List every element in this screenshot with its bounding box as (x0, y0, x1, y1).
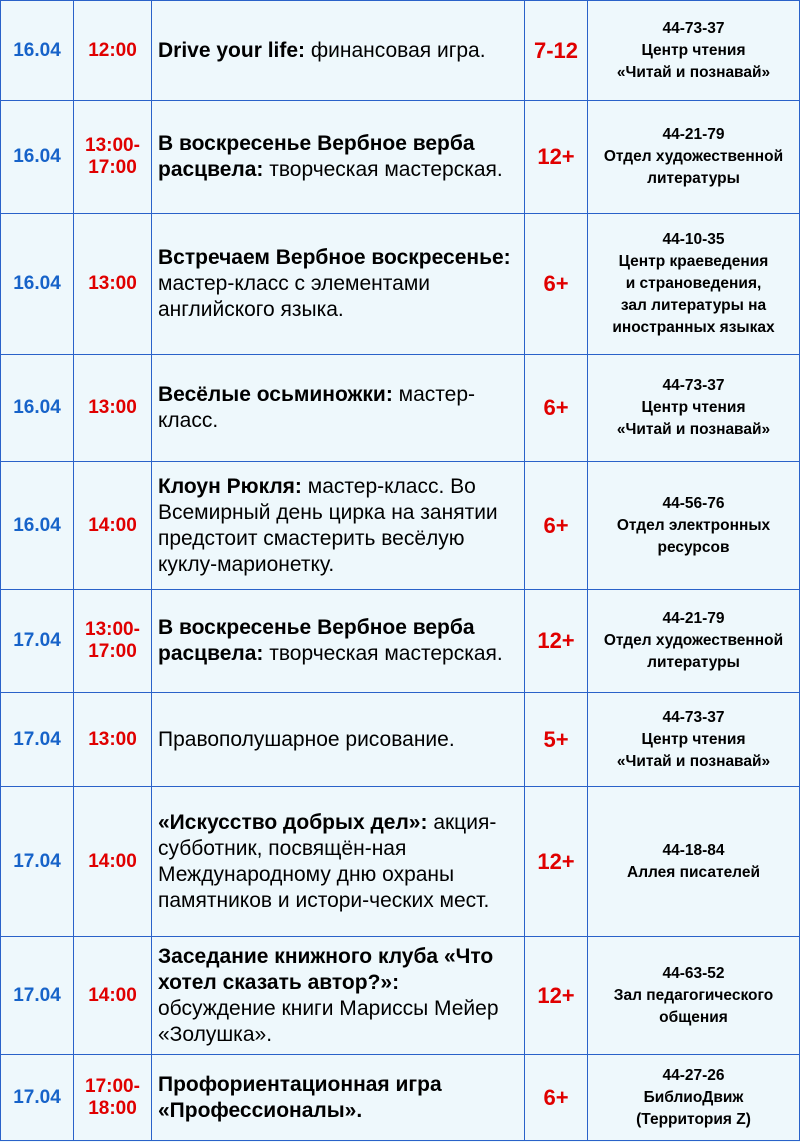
event-location (588, 937, 800, 1055)
event-title-bold: В воскресенье Вербное верба расцвела: (158, 132, 475, 181)
event-time (74, 101, 152, 214)
location-line: Отдел электронных (616, 516, 771, 534)
phone-number: 44-21-79 (662, 610, 725, 627)
event-title-bold: В воскресенье Вербное верба расцвела: (158, 616, 475, 665)
event-location (588, 355, 800, 462)
event-time (74, 693, 152, 787)
event-date: 16.04 (1, 214, 74, 355)
phone-number: 44-21-79 (662, 126, 725, 143)
schedule-body (1, 1, 800, 1141)
event-title (152, 1, 525, 101)
event-location (588, 101, 800, 214)
event-time (74, 355, 152, 462)
age-rating: 6+ (525, 355, 588, 462)
location-line: «Читай и познавай» (616, 421, 771, 438)
location-line: Аллея писателей (627, 863, 760, 881)
phone-number: 44-27-26 (662, 1066, 725, 1084)
table-row (1, 693, 800, 787)
event-time-line: 14:00 (88, 984, 137, 1006)
age-rating: 12+ (525, 937, 588, 1055)
phone-number: 44-73-37 (662, 377, 725, 394)
event-time-line: 13:00 (88, 728, 137, 750)
event-time (74, 590, 152, 693)
event-location (588, 1, 800, 101)
event-time (74, 937, 152, 1055)
event-location (588, 693, 800, 787)
event-date: 16.04 (1, 101, 74, 214)
event-title-bold: «Искусство добрых дел»: (158, 810, 428, 834)
location-line: БиблиоДвиж (643, 1088, 744, 1106)
event-description: мастер-класс. Во Всемирный день цирка на занятии предстоит смастерить весёлую куклу-марионетку. (158, 474, 498, 576)
event-time (74, 214, 152, 355)
table-row (1, 355, 800, 462)
event-time-line: 17:00- (85, 1075, 140, 1097)
event-title (152, 693, 525, 787)
event-description: финансовая игра. (305, 38, 486, 62)
location-line: Центр чтения (641, 730, 746, 748)
event-title-bold: Встречаем Вербное воскресенье: (158, 246, 511, 269)
event-description: мастер-класс. (158, 383, 476, 432)
location-line: «Читай и познавай» (616, 63, 771, 81)
location-line: общения (659, 1008, 728, 1026)
age-rating: 12+ (525, 101, 588, 214)
event-time-line: 18:00 (88, 1097, 137, 1119)
event-title-bold: Заседание книжного клуба «Что хотел сказать автор?»: (158, 944, 494, 994)
event-time (74, 1, 152, 101)
event-date: 17.04 (1, 937, 74, 1055)
event-date: 17.04 (1, 1055, 74, 1141)
location-line: литературы (647, 654, 740, 671)
event-title (152, 590, 525, 693)
event-location (588, 462, 800, 590)
age-rating: 5+ (525, 693, 588, 787)
event-time-line: 13:00- (85, 619, 140, 640)
phone-number: 44-73-37 (662, 708, 725, 726)
event-date: 16.04 (1, 355, 74, 462)
table-row (1, 1, 800, 101)
location-line: ресурсов (657, 538, 730, 556)
phone-number: 44-18-84 (662, 841, 725, 859)
event-time-line: 13:00 (88, 273, 137, 294)
event-title (152, 462, 525, 590)
location-line: Центр чтения (641, 399, 746, 416)
event-location (588, 1055, 800, 1141)
location-line: иностранных языках (612, 319, 775, 336)
event-description: мастер-класс с элементами английского языка. (158, 272, 431, 321)
age-rating: 12+ (525, 787, 588, 937)
event-time-line: 12:00 (88, 39, 137, 61)
event-title-bold: Drive your life: (158, 38, 306, 62)
event-date: 16.04 (1, 1, 74, 101)
event-time (74, 462, 152, 590)
table-row (1, 462, 800, 590)
table-row (1, 937, 800, 1055)
location-line: Отдел художественной (603, 148, 784, 165)
location-line: Центр чтения (641, 41, 746, 59)
location-line: (Территория Z) (636, 1110, 751, 1128)
event-title (152, 214, 525, 355)
event-time-line: 17:00 (88, 157, 137, 178)
event-time-line: 14:00 (88, 850, 137, 872)
age-rating: 6+ (525, 462, 588, 590)
location-line: Отдел художественной (603, 632, 784, 649)
event-time-line: 13:00- (85, 135, 140, 156)
table-row (1, 1055, 800, 1141)
event-time (74, 1055, 152, 1141)
event-description: Правополушарное рисование. (158, 727, 455, 751)
event-time-line: 14:00 (88, 514, 137, 536)
table-row (1, 101, 800, 214)
event-date: 17.04 (1, 693, 74, 787)
location-line: зал литературы на (620, 297, 767, 314)
event-description: обсуждение книги Мариссы Мейер «Золушка». (158, 996, 499, 1046)
age-rating: 7-12 (525, 1, 588, 101)
phone-number: 44-10-35 (662, 231, 725, 248)
event-description: творческая мастерская. (263, 642, 503, 665)
age-rating: 12+ (525, 590, 588, 693)
event-title (152, 787, 525, 937)
event-time-line: 13:00 (88, 397, 137, 418)
phone-number: 44-73-37 (662, 19, 725, 37)
event-date: 16.04 (1, 462, 74, 590)
event-title (152, 1055, 525, 1141)
event-time (74, 787, 152, 937)
location-line: и страноведения, (625, 275, 762, 292)
table-row (1, 787, 800, 937)
age-rating: 6+ (525, 214, 588, 355)
table-row (1, 590, 800, 693)
event-title (152, 937, 525, 1055)
event-title-bold: Профориентационная игра «Профессионалы». (158, 1072, 442, 1122)
phone-number: 44-63-52 (662, 964, 725, 982)
event-location (588, 590, 800, 693)
location-line: Зал педагогического (613, 986, 774, 1004)
phone-number: 44-56-76 (662, 494, 725, 512)
event-title-bold: Клоун Рюкля: (158, 474, 302, 498)
event-date: 17.04 (1, 787, 74, 937)
age-rating: 6+ (525, 1055, 588, 1141)
table-row (1, 214, 800, 355)
event-date: 17.04 (1, 590, 74, 693)
event-description: творческая мастерская. (263, 158, 503, 181)
event-title (152, 355, 525, 462)
location-line: Центр краеведения (618, 253, 769, 270)
location-line: «Читай и познавай» (616, 752, 771, 770)
event-title-bold: Весёлые осьминожки: (158, 383, 393, 406)
location-line: литературы (647, 170, 740, 187)
event-location (588, 214, 800, 355)
event-description: акция-субботник, посвящён-ная Международному дню охраны памятников и истори-ческих мест. (158, 810, 497, 912)
event-title (152, 101, 525, 214)
event-location (588, 787, 800, 937)
event-time-line: 17:00 (88, 641, 137, 662)
